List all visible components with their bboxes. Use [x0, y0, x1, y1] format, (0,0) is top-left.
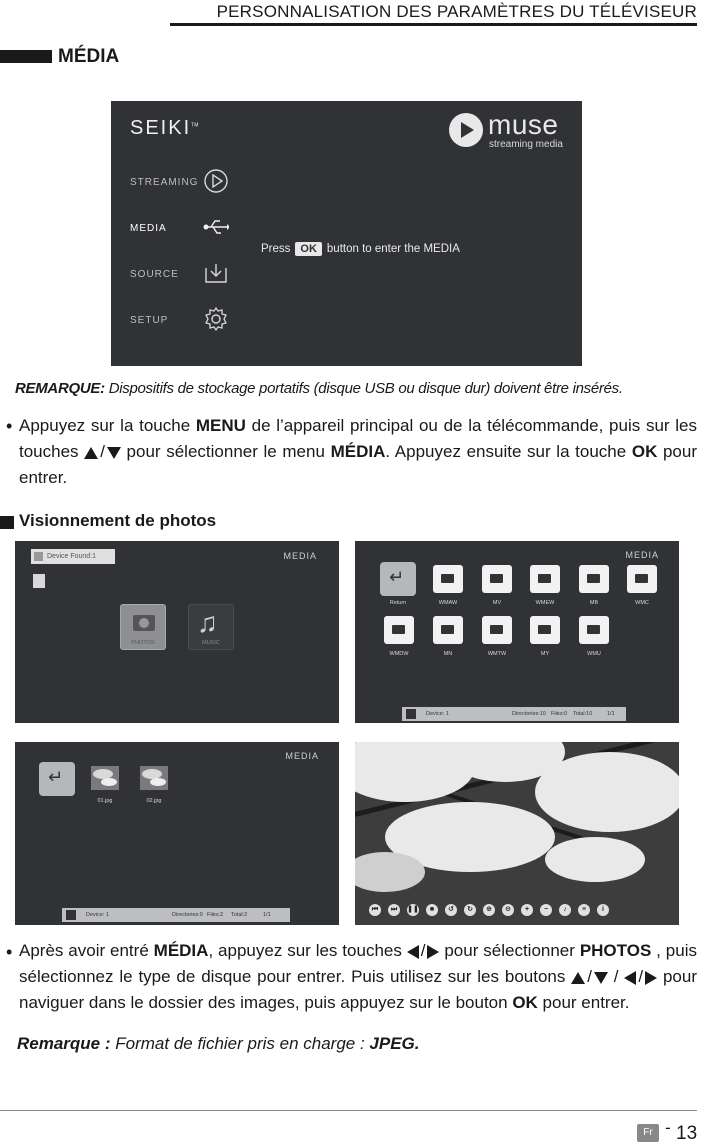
music-label: MUSIC [202, 640, 220, 646]
subsection-square [0, 516, 14, 529]
zoom-out-icon[interactable]: ⊖ [502, 904, 514, 916]
usb-icon [203, 214, 229, 240]
tv-main-menu-screenshot [111, 101, 582, 366]
p1-media-menu: MÉDIA [330, 442, 386, 461]
header-rule [170, 23, 697, 26]
folder-icon[interactable] [433, 616, 463, 644]
muse-subtitle: streaming media [489, 139, 563, 150]
list-icon[interactable]: ≡ [578, 904, 590, 916]
press-after-text: button to enter the MEDIA [326, 243, 460, 255]
folder-icon[interactable] [433, 565, 463, 593]
page-header-title: PERSONNALISATION DES PARAMÈTRES DU TÉLÉVISEUR [216, 2, 697, 21]
status-files: Files:2 [207, 912, 224, 918]
return-button[interactable] [39, 762, 75, 796]
music-icon[interactable]: ♪ [559, 904, 571, 916]
down-arrow-icon [107, 447, 121, 459]
media-label: MEDIA [625, 550, 659, 560]
return-label: Return [389, 600, 407, 606]
rotate-right-icon[interactable]: ↻ [464, 904, 476, 916]
p1-slash: / [100, 442, 105, 461]
seiki-logo-text: SEIKI [130, 117, 192, 139]
photos-tile[interactable] [120, 604, 166, 650]
muse-logo-text: muse [488, 109, 559, 140]
folder-icon[interactable] [627, 565, 657, 593]
menu-item-setup[interactable]: SETUP [130, 315, 169, 326]
section-title: MÉDIA [58, 46, 120, 67]
status-bar [402, 707, 626, 721]
folder-label: WMTW [487, 651, 507, 657]
pause-icon[interactable]: ❚❚ [407, 904, 419, 916]
p2-text-6: pour entrer. [537, 993, 630, 1012]
page-number: 13 [676, 1123, 698, 1144]
p2-text-5: pour naviguer dans le dossier des images, puis appuyez sur le bouton [19, 967, 698, 1012]
info-icon[interactable]: i [597, 904, 609, 916]
p2-slash: / [638, 967, 644, 986]
source-input-icon [203, 260, 229, 286]
p1-menu-key: MENU [195, 416, 246, 435]
p2-text-4: , puis sélectionnez le type de disque pour entrer. Puis utilisez sur les boutons [19, 941, 697, 986]
instruction-paragraph-1 [19, 413, 697, 491]
p2-text-1: Après avoir entré [19, 941, 154, 960]
status-page: 1/1 [607, 711, 615, 717]
folder-icon[interactable] [579, 565, 609, 593]
plus-icon[interactable]: + [521, 904, 533, 916]
prev-icon[interactable]: ⏮ [369, 904, 381, 916]
screen-photo-files [15, 742, 339, 925]
muse-play-icon [449, 113, 483, 147]
right-arrow-icon [645, 971, 657, 985]
remark-format-label: Remarque : [17, 1034, 111, 1053]
folder-label: MN [443, 651, 453, 657]
remark-label: REMARQUE: [15, 380, 105, 397]
photo-thumbnail[interactable] [140, 766, 168, 790]
subsection-title: Visionnement de photos [19, 511, 217, 530]
press-ok-instruction [261, 242, 460, 256]
bullet: • [6, 942, 13, 962]
p2-text-3: pour sélectionner [439, 941, 580, 960]
media-label: MEDIA [285, 751, 319, 761]
folder-icon[interactable] [482, 565, 512, 593]
status-directories: Directories:0 [172, 912, 203, 918]
p1-text-1: Appuyez sur la touche [19, 416, 196, 435]
press-text: Press [261, 243, 291, 255]
status-device: Device: 1 [426, 711, 449, 717]
remark-text: Dispositifs de stockage portatifs (disque USB ou disque dur) doivent être insérés. [108, 380, 623, 397]
status-files: Files:0 [551, 711, 568, 717]
up-arrow-icon [84, 447, 98, 459]
folder-icon[interactable] [579, 616, 609, 644]
folder-label: MY [540, 651, 550, 657]
section-bar [0, 50, 52, 63]
p2-separator: / [607, 967, 625, 986]
folder-label: MV [492, 600, 502, 606]
photo-thumbnail[interactable] [91, 766, 119, 790]
folder-label: MB [589, 600, 599, 606]
folder-icon[interactable] [530, 565, 560, 593]
device-icon[interactable] [33, 574, 45, 588]
blossom-cluster [545, 837, 645, 882]
status-bar [62, 908, 290, 922]
up-arrow-icon [571, 972, 585, 984]
stop-icon[interactable]: ■ [426, 904, 438, 916]
screen-folder-browser [355, 541, 679, 723]
right-arrow-icon [427, 945, 439, 959]
blossom-cluster [535, 752, 679, 832]
cherry-blossom-photo [355, 742, 679, 925]
folder-label: WMC [635, 600, 649, 606]
folder-label: WMDW [389, 651, 409, 657]
rotate-left-icon[interactable]: ↺ [445, 904, 457, 916]
ok-key-badge: OK [295, 242, 322, 256]
seiki-logo [130, 117, 198, 140]
page-dash: - [665, 1118, 671, 1137]
instruction-paragraph-2 [19, 938, 697, 1016]
status-total: Total:2 [231, 912, 248, 918]
screen-photo-viewer [355, 742, 679, 925]
music-note-icon: ♫ [197, 607, 218, 638]
menu-item-media[interactable]: MEDIA [130, 223, 167, 234]
blossom-cluster [355, 852, 425, 892]
left-arrow-icon [407, 945, 419, 959]
p1-text-2: de l’appareil principal ou de la télécommande, puis sur les touches [19, 416, 697, 461]
menu-item-streaming[interactable]: STREAMING [130, 177, 199, 188]
p1-text-4: . Appuyez ensuite sur la touche [385, 442, 632, 461]
remark-storage [15, 380, 623, 397]
remark-format-text: Format de fichier pris en charge : [110, 1034, 370, 1053]
return-button[interactable] [380, 562, 416, 596]
status-page: 1/1 [263, 912, 271, 918]
folder-label: WMAW [438, 600, 458, 606]
device-icon [406, 709, 416, 719]
folder-label: WMU [587, 651, 601, 657]
p1-text-5: pour entrer. [19, 442, 698, 487]
folder-icon[interactable] [384, 616, 414, 644]
footer-rule [0, 1110, 697, 1111]
folder-icon[interactable] [530, 616, 560, 644]
music-tile[interactable] [188, 604, 234, 650]
screen-media-type-select [15, 541, 339, 723]
trademark: TM [191, 122, 199, 129]
p2-slash: / [587, 967, 592, 986]
play-circle-icon [203, 168, 229, 194]
camera-icon [133, 615, 155, 631]
next-icon[interactable]: ⏭ [388, 904, 400, 916]
p2-photos-option: PHOTOS [579, 941, 652, 960]
folder-label: WMEW [535, 600, 555, 606]
left-arrow-icon [624, 971, 636, 985]
minus-icon[interactable]: − [540, 904, 552, 916]
photos-label: PHOTOS [131, 640, 155, 646]
p1-text-3: pour sélectionner le menu [120, 442, 331, 461]
remark-format [17, 1034, 420, 1054]
status-device: Device: 1 [86, 912, 109, 918]
p2-ok-key: OK [512, 993, 538, 1012]
menu-item-source[interactable]: SOURCE [130, 269, 179, 280]
bullet: • [6, 416, 13, 436]
p2-text-2: , appuyez sur les touches [208, 941, 407, 960]
media-label: MEDIA [283, 551, 317, 561]
file-label: 01.jpg [97, 798, 113, 804]
status-total: Total:10 [573, 711, 593, 717]
viewer-control-bar [369, 904, 609, 916]
zoom-in-icon[interactable]: ⊕ [483, 904, 495, 916]
p2-slash: / [420, 941, 426, 960]
status-directories: Directories:10 [512, 711, 546, 717]
language-badge: Fr [637, 1124, 659, 1142]
file-label: 02.jpg [146, 798, 162, 804]
remark-format-value: JPEG. [369, 1034, 420, 1053]
device-icon [66, 910, 76, 920]
down-arrow-icon [594, 972, 608, 984]
p1-ok-key: OK [631, 442, 658, 461]
gear-icon [203, 306, 229, 332]
device-found-bar[interactable]: Device Found:1 [31, 549, 115, 564]
folder-icon[interactable] [482, 616, 512, 644]
p2-media-menu: MÉDIA [153, 941, 209, 960]
